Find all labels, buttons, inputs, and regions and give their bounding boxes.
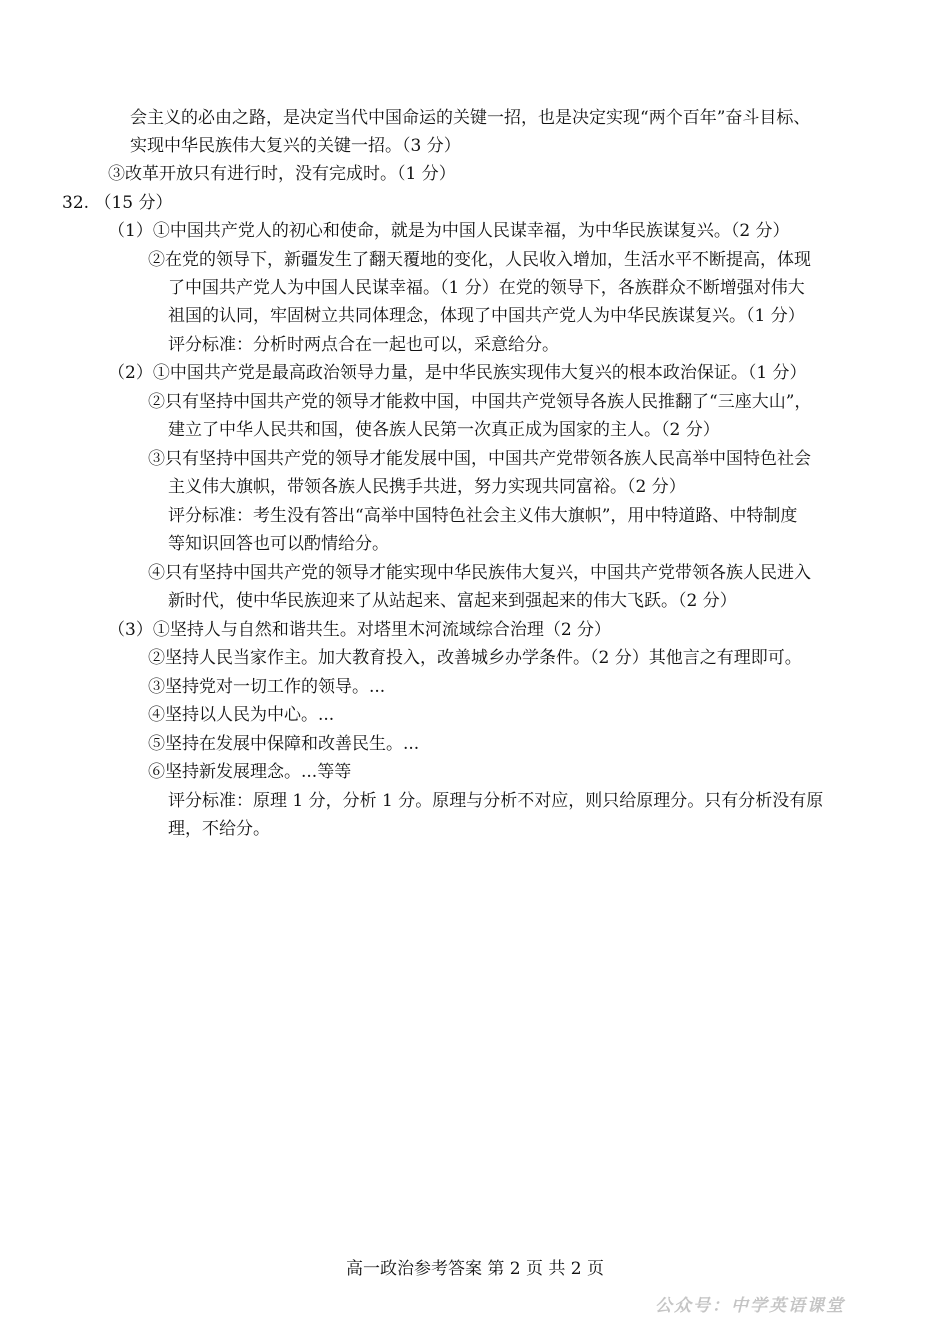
text-line: ②在党的领导下，新疆发生了翻天覆地的变化，人民收入增加，生活水平不断提高，体现 — [148, 250, 811, 270]
text-line: 主义伟大旗帜，带领各族人民携手共进，努力实现共同富裕。（2 分） — [168, 477, 686, 497]
text-line: 了中国共产党人为中国人民谋幸福。（1 分）在党的领导下，各族群众不断增强对伟大 — [168, 278, 805, 298]
text-line: 建立了中华人民共和国，使各族人民第一次真正成为国家的主人。（2 分） — [168, 420, 720, 440]
grading-note: 理，不给分。 — [168, 819, 270, 839]
text-line: （2）①中国共产党是最高政治领导力量，是中华民族实现伟大复兴的根本政治保证。（1 分） — [108, 363, 807, 383]
text-line: 实现中华民族伟大复兴的关键一招。（3 分） — [130, 136, 461, 156]
text-line: ③坚持党对一切工作的领导。... — [148, 677, 386, 697]
text-line: ②坚持人民当家作主。加大教育投入，改善城乡办学条件。（2 分）其他言之有理即可。 — [148, 648, 802, 668]
grading-note: 评分标准：分析时两点合在一起也可以，采意给分。 — [168, 335, 559, 355]
text-line: ④坚持以人民为中心。... — [148, 705, 335, 725]
question-number: 32. （15 分） — [62, 193, 173, 213]
text-line: ②只有坚持中国共产党的领导才能救中国，中国共产党领导各族人民推翻了“三座大山”， — [148, 392, 812, 412]
text-line: ④只有坚持中国共产党的领导才能实现中华民族伟大复兴，中国共产党带领各族人民进入 — [148, 563, 811, 583]
watermark: 公众号：中学英语课堂 — [655, 1296, 845, 1316]
text-line: ③只有坚持中国共产党的领导才能发展中国，中国共产党带领各族人民高举中国特色社会 — [148, 449, 811, 469]
text-line: ⑤坚持在发展中保障和改善民生。... — [148, 734, 420, 754]
text-line: 祖国的认同，牢固树立共同体理念，体现了中国共产党人为中华民族谋复兴。（1 分） — [168, 306, 805, 326]
text-line: 会主义的必由之路，是决定当代中国命运的关键一招，也是决定实现“两个百年”奋斗目标、 — [130, 108, 811, 128]
text-line: 新时代，使中华民族迎来了从站起来、富起来到强起来的伟大飞跃。（2 分） — [168, 591, 737, 611]
grading-note: 评分标准：考生没有答出“高举中国特色社会主义伟大旗帜”，用中特道路、中特制度 — [168, 506, 798, 526]
text-line: ⑥坚持新发展理念。...等等 — [148, 762, 352, 782]
text-line: （3）①坚持人与自然和谐共生。对塔里木河流域综合治理（2 分） — [108, 620, 612, 640]
grading-note: 等知识回答也可以酌情给分。 — [168, 534, 389, 554]
page-footer: 高一政治参考答案 第 2 页 共 2 页 — [345, 1259, 605, 1279]
text-line: ③改革开放只有进行时，没有完成时。（1 分） — [108, 164, 456, 184]
text-line: （1）①中国共产党人的初心和使命，就是为中国人民谋幸福，为中华民族谋复兴。（2 分） — [108, 221, 790, 241]
grading-note: 评分标准：原理 1 分，分析 1 分。原理与分析不对应，则只给原理分。只有分析没有原 — [168, 791, 824, 811]
